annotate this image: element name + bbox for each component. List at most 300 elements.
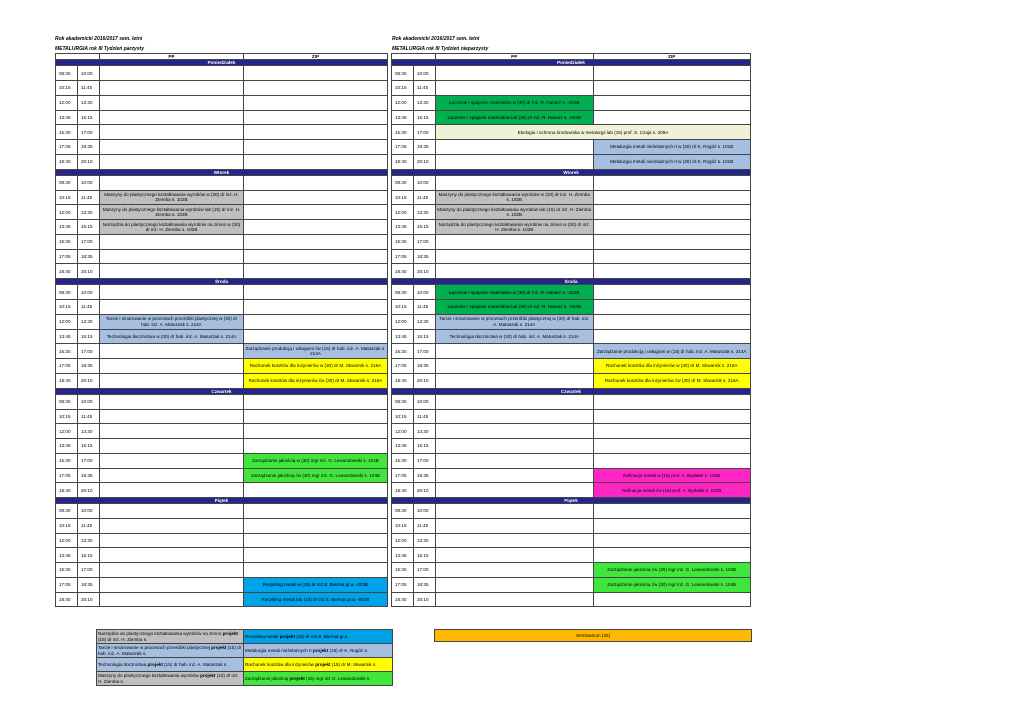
time-slot-row bbox=[392, 409, 751, 424]
time-slot-row bbox=[56, 439, 388, 454]
slot-end-time: 20:10 bbox=[414, 264, 436, 279]
zip-class-cell bbox=[593, 548, 751, 563]
time-slot-row bbox=[392, 373, 751, 388]
legend-entry-type: projekt bbox=[147, 661, 163, 667]
zip-class-cell bbox=[244, 264, 388, 279]
time-slot-row bbox=[56, 533, 388, 548]
slot-start-time: 08:30 bbox=[392, 394, 414, 409]
zip-class-cell bbox=[244, 205, 388, 220]
pp-class-cell bbox=[100, 409, 244, 424]
legend-entry bbox=[97, 644, 244, 658]
legend-entry bbox=[97, 672, 244, 686]
seminar-box: Seminarium (30) bbox=[434, 629, 752, 642]
slot-end-time: 17:00 bbox=[414, 344, 436, 359]
pp-class-cell bbox=[436, 234, 594, 249]
slot-end-time: 15:15 bbox=[78, 548, 100, 563]
day-name: Środa bbox=[392, 279, 751, 285]
time-slot-row bbox=[56, 66, 388, 81]
time-slot-row bbox=[392, 66, 751, 81]
slot-start-time: 18:40 bbox=[56, 264, 78, 279]
pp-class-cell bbox=[436, 453, 594, 468]
time-slot-row bbox=[392, 264, 751, 279]
slot-start-time: 10:15 bbox=[392, 518, 414, 533]
zip-class-cell bbox=[593, 518, 751, 533]
pp-class-cell bbox=[100, 394, 244, 409]
time-slot-row bbox=[392, 329, 751, 344]
pp-class-cell bbox=[100, 81, 244, 96]
pp-class-cell: Narzędzia do plastycznego kształtowania wyrobów na zimno w (30) dr inż. H. Ziemba s. 102B bbox=[436, 220, 594, 235]
pp-class-cell bbox=[100, 140, 244, 155]
time-slot-row bbox=[392, 140, 751, 155]
zip-class-cell: Recykling metali lab (15) dr inż.S. Biernat gr.a. -003B bbox=[244, 592, 388, 607]
pp-class-cell bbox=[100, 344, 244, 359]
zip-class-cell bbox=[593, 453, 751, 468]
zip-class-cell bbox=[244, 563, 388, 578]
zip-class-cell bbox=[593, 314, 751, 329]
legend-entry-type: projekt bbox=[315, 661, 331, 667]
slot-start-time: 17:05 bbox=[56, 140, 78, 155]
zip-class-cell bbox=[244, 439, 388, 454]
legend-entry-text: Tarcie i smarowanie w procesach przeróbki plastycznej bbox=[98, 645, 212, 651]
time-slot-row bbox=[392, 504, 751, 519]
time-slot-row bbox=[56, 95, 388, 110]
time-slot-row bbox=[56, 234, 388, 249]
left-subtitle: METALURGIA rok III Tydzień parzysty bbox=[55, 46, 144, 52]
zip-class-cell bbox=[593, 285, 751, 300]
time-slot-row bbox=[56, 314, 388, 329]
pp-class-cell bbox=[100, 300, 244, 315]
slot-end-time: 18:35 bbox=[78, 249, 100, 264]
pp-class-cell bbox=[100, 424, 244, 439]
day-name: Poniedziałek bbox=[56, 60, 388, 66]
slot-end-time: 20:10 bbox=[78, 264, 100, 279]
time-slot-row bbox=[392, 110, 751, 125]
time-slot-row bbox=[392, 592, 751, 607]
slot-end-time: 18:35 bbox=[78, 468, 100, 483]
pp-class-cell bbox=[436, 409, 594, 424]
pp-class-cell bbox=[100, 563, 244, 578]
slot-end-time: 15:15 bbox=[414, 329, 436, 344]
zip-class-cell: Metalurgia metali nieżelaznych II w (30) dr K. Rogóż s. 101B bbox=[593, 140, 751, 155]
legend-entry-text: Rachunek kosztów dla inżynierów bbox=[245, 661, 316, 667]
zip-class-cell bbox=[244, 249, 388, 264]
slot-start-time: 13:45 bbox=[56, 110, 78, 125]
slot-end-time: 11:45 bbox=[414, 409, 436, 424]
slot-start-time: 15:30 bbox=[392, 125, 414, 140]
slot-end-time: 10:00 bbox=[78, 394, 100, 409]
pp-class-cell bbox=[436, 81, 594, 96]
time-slot-row bbox=[56, 409, 388, 424]
time-slot-row bbox=[392, 394, 751, 409]
slot-start-time: 15:30 bbox=[56, 125, 78, 140]
zip-class-cell bbox=[244, 504, 388, 519]
slot-start-time: 18:40 bbox=[56, 373, 78, 388]
time-slot-row bbox=[392, 175, 751, 190]
zip-class-cell: Rachunek kosztów dla inżynierów ćw (30) dr M. Skwarnik s. 216A bbox=[593, 373, 751, 388]
legend-entry-text: Recykling metali bbox=[245, 633, 280, 639]
slot-end-time: 18:35 bbox=[78, 577, 100, 592]
slot-end-time: 17:00 bbox=[78, 234, 100, 249]
pp-class-cell bbox=[100, 125, 244, 140]
pp-class-cell bbox=[436, 394, 594, 409]
zip-class-cell bbox=[593, 264, 751, 279]
zip-class-cell bbox=[244, 300, 388, 315]
slot-end-time: 13:30 bbox=[78, 424, 100, 439]
slot-start-time: 13:45 bbox=[56, 439, 78, 454]
slot-start-time: 12:00 bbox=[56, 95, 78, 110]
slot-start-time: 15:30 bbox=[392, 234, 414, 249]
time-slot-row bbox=[56, 329, 388, 344]
pp-class-cell bbox=[100, 592, 244, 607]
slot-start-time: 13:45 bbox=[56, 220, 78, 235]
slot-end-time: 20:10 bbox=[78, 483, 100, 498]
zip-class-cell bbox=[593, 110, 751, 125]
pp-class-cell bbox=[100, 264, 244, 279]
zip-class-cell bbox=[593, 234, 751, 249]
zip-class-cell bbox=[593, 439, 751, 454]
legend-entry-type: projekt bbox=[312, 647, 329, 653]
legend-entry bbox=[244, 658, 393, 672]
legend-entry-details: (15) dr K. Rogóż s. bbox=[328, 647, 369, 653]
slot-start-time: 17:05 bbox=[392, 359, 414, 374]
legend-entry-text: Maszyny do plastycznego kształtowania wyrobów bbox=[98, 673, 201, 679]
pp-class-cell bbox=[436, 533, 594, 548]
slot-end-time: 18:35 bbox=[414, 140, 436, 155]
legend-entry-type: projekt bbox=[222, 631, 238, 637]
zip-class-cell: Metalurgia metali nieżelaznych II w (30) dr K. Rogóż s. 101B bbox=[593, 154, 751, 169]
slot-end-time: 10:00 bbox=[78, 285, 100, 300]
slot-start-time: 15:30 bbox=[392, 563, 414, 578]
zip-class-cell bbox=[593, 95, 751, 110]
pp-class-cell bbox=[436, 66, 594, 81]
slot-end-time: 20:10 bbox=[78, 592, 100, 607]
pp-class-cell bbox=[100, 110, 244, 125]
time-slot-row bbox=[56, 394, 388, 409]
legend-entry-details: (15) dr hab. inż. A. Matuszak s. bbox=[162, 661, 228, 667]
time-slot-row bbox=[392, 563, 751, 578]
zip-class-cell bbox=[244, 190, 388, 205]
slot-end-time: 10:00 bbox=[78, 504, 100, 519]
zip-column-header: ZIP bbox=[593, 54, 751, 60]
zip-column-header: ZIP bbox=[244, 54, 388, 60]
zip-class-cell: Zarządzanie produkcją i usługami w (15) dr hab. inż. A. Matuszak s. 214A bbox=[593, 344, 751, 359]
left-schedule-table bbox=[55, 53, 388, 607]
slot-start-time: 15:30 bbox=[56, 234, 78, 249]
slot-end-time: 10:00 bbox=[414, 66, 436, 81]
pp-class-cell bbox=[436, 518, 594, 533]
time-slot-row bbox=[56, 300, 388, 315]
slot-end-time: 10:00 bbox=[414, 175, 436, 190]
slot-end-time: 15:15 bbox=[78, 220, 100, 235]
slot-end-time: 17:00 bbox=[414, 563, 436, 578]
pp-class-cell bbox=[100, 285, 244, 300]
slot-end-time: 11:45 bbox=[78, 300, 100, 315]
slot-start-time: 12:00 bbox=[56, 424, 78, 439]
slot-start-time: 08:30 bbox=[56, 504, 78, 519]
time-slot-row bbox=[392, 439, 751, 454]
time-slot-row bbox=[392, 533, 751, 548]
slot-end-time: 15:15 bbox=[414, 439, 436, 454]
time-slot-row bbox=[392, 577, 751, 592]
zip-class-cell: Zarządzanie jakością ćw (30) mgr inż. G. Lewandowski s. 104B bbox=[244, 468, 388, 483]
day-name: Wtorek bbox=[392, 169, 751, 175]
slot-end-time: 20:10 bbox=[414, 373, 436, 388]
slot-end-time: 15:15 bbox=[414, 220, 436, 235]
legend-entry-text: Technologia tłocznictwa bbox=[98, 661, 148, 667]
pp-class-cell bbox=[100, 359, 244, 374]
slot-end-time: 15:15 bbox=[414, 548, 436, 563]
slot-end-time: 20:10 bbox=[78, 373, 100, 388]
time-slot-row bbox=[56, 125, 388, 140]
slot-start-time: 10:15 bbox=[56, 300, 78, 315]
time-slot-row bbox=[56, 424, 388, 439]
legend-entry bbox=[97, 630, 244, 644]
slot-start-time: 10:15 bbox=[56, 81, 78, 96]
slot-end-time: 11:45 bbox=[78, 518, 100, 533]
zip-class-cell: Rachunek kosztów dla inżynierów w (30) dr M. Skwarnik s. 216A bbox=[593, 359, 751, 374]
slot-end-time: 17:00 bbox=[78, 125, 100, 140]
legend-entry bbox=[244, 644, 393, 658]
time-slot-row bbox=[392, 468, 751, 483]
pp-class-cell bbox=[436, 264, 594, 279]
time-slot-row bbox=[392, 154, 751, 169]
time-slot-row bbox=[392, 453, 751, 468]
zip-class-cell bbox=[593, 329, 751, 344]
time-slot-row bbox=[392, 81, 751, 96]
time-slot-row bbox=[56, 285, 388, 300]
zip-class-cell bbox=[593, 409, 751, 424]
pp-class-cell bbox=[100, 175, 244, 190]
slot-start-time: 13:45 bbox=[392, 329, 414, 344]
pp-class-cell: Narzędzia do plastycznego kształtowania wyrobów na zimno w (30) dr inż. H. Ziemba s. 102B bbox=[100, 220, 244, 235]
pp-class-cell: Łączenie i spajanie materiałów w (30) dr inż. R. Hanarz s. -003B bbox=[436, 95, 594, 110]
class-cell-merged: Ekologia i ochrona środowiska w metalurgii lab (15) prof. S. Czaja s. 209A bbox=[436, 125, 751, 140]
slot-start-time: 15:30 bbox=[56, 344, 78, 359]
legend-entry-details: (15) dr inż. H. Ziemba s. bbox=[98, 636, 148, 642]
zip-class-cell bbox=[244, 314, 388, 329]
legend-entry-details: (15) mgr inż G. Lewandowski s. bbox=[304, 675, 371, 681]
zip-class-cell bbox=[593, 592, 751, 607]
time-slot-row bbox=[56, 359, 388, 374]
zip-class-cell bbox=[593, 220, 751, 235]
slot-start-time: 17:05 bbox=[392, 577, 414, 592]
legend-entry-type: projekt bbox=[211, 645, 227, 651]
time-slot-row bbox=[56, 81, 388, 96]
time-slot-row bbox=[392, 518, 751, 533]
zip-class-cell bbox=[244, 483, 388, 498]
zip-class-cell bbox=[244, 110, 388, 125]
time-slot-row bbox=[392, 190, 751, 205]
slot-end-time: 11:45 bbox=[414, 518, 436, 533]
time-slot-row bbox=[56, 563, 388, 578]
slot-start-time: 08:30 bbox=[56, 175, 78, 190]
slot-start-time: 12:00 bbox=[392, 205, 414, 220]
zip-class-cell bbox=[244, 533, 388, 548]
pp-class-cell bbox=[100, 548, 244, 563]
pp-class-cell bbox=[100, 95, 244, 110]
zip-class-cell bbox=[244, 175, 388, 190]
right-title: Rok akademicki 2016/2017 sem. letni bbox=[392, 36, 480, 42]
pp-class-cell bbox=[100, 468, 244, 483]
slot-start-time: 18:40 bbox=[392, 592, 414, 607]
slot-start-time: 15:30 bbox=[392, 344, 414, 359]
zip-class-cell bbox=[593, 504, 751, 519]
slot-start-time: 17:05 bbox=[392, 140, 414, 155]
pp-class-cell: Technologia tłocznictwa w (30) dr hab. inż. A. Matuszak s. 214A bbox=[100, 329, 244, 344]
slot-end-time: 13:30 bbox=[414, 205, 436, 220]
zip-class-cell bbox=[244, 81, 388, 96]
pp-class-cell bbox=[436, 563, 594, 578]
zip-class-cell bbox=[593, 205, 751, 220]
pp-class-cell bbox=[100, 66, 244, 81]
pp-class-cell: Łączenie i spajanie materiałów lab (30) dr inż. R. Hanarz s. -003B bbox=[436, 300, 594, 315]
pp-class-cell bbox=[436, 548, 594, 563]
time-slot-row bbox=[56, 592, 388, 607]
zip-class-cell bbox=[593, 66, 751, 81]
legend-entry-text: Zarządzanie jakością bbox=[245, 675, 290, 681]
slot-start-time: 18:40 bbox=[392, 373, 414, 388]
pp-class-cell: Tarcie i smarowanie w procesach przeróbki plastycznej w (30) dr hab. inż. A. Matuszak s. 214A bbox=[436, 314, 594, 329]
zip-class-cell bbox=[244, 548, 388, 563]
time-slot-row bbox=[392, 344, 751, 359]
slot-start-time: 17:05 bbox=[56, 468, 78, 483]
legend-entry bbox=[244, 630, 393, 644]
day-name: Czwartek bbox=[56, 388, 388, 394]
slot-start-time: 10:15 bbox=[392, 300, 414, 315]
zip-class-cell bbox=[244, 394, 388, 409]
time-slot-row bbox=[56, 468, 388, 483]
zip-class-cell: Rachunek kosztów dla inżynierów ćw (30) dr M. Skwarnik s. 216A bbox=[244, 373, 388, 388]
day-name: Piątek bbox=[392, 498, 751, 504]
pp-class-cell: Łączenie i spajanie materiałów lab (30) dr inż. R. Hanarz s. -003B bbox=[436, 110, 594, 125]
zip-class-cell: Zarządzanie jakością ćw (30) mgr inż. G. Lewandowski s. 104B bbox=[593, 563, 751, 578]
pp-class-cell: Technologia tłocznictwa w (30) dr hab. inż. A. Matuszak s. 214A bbox=[436, 329, 594, 344]
legend-entry-details: (15) dr inż. H. Ziemba s. bbox=[98, 673, 239, 684]
time-slot-row bbox=[56, 110, 388, 125]
time-slot-row bbox=[56, 175, 388, 190]
time-slot-row bbox=[56, 548, 388, 563]
time-slot-row bbox=[56, 344, 388, 359]
slot-end-time: 11:45 bbox=[78, 81, 100, 96]
slot-start-time: 13:45 bbox=[392, 548, 414, 563]
slot-start-time: 10:15 bbox=[392, 81, 414, 96]
slot-start-time: 17:05 bbox=[392, 249, 414, 264]
slot-start-time: 08:30 bbox=[56, 66, 78, 81]
zip-class-cell bbox=[244, 220, 388, 235]
slot-end-time: 18:35 bbox=[414, 359, 436, 374]
time-slot-row bbox=[392, 205, 751, 220]
pp-class-cell bbox=[436, 175, 594, 190]
slot-start-time: 18:40 bbox=[56, 154, 78, 169]
pp-class-cell: Łączenie i spajanie materiałów w (30) dr inż. R. Hanarz s. -003B bbox=[436, 285, 594, 300]
slot-start-time: 18:40 bbox=[392, 264, 414, 279]
slot-start-time: 10:15 bbox=[56, 190, 78, 205]
slot-start-time: 18:40 bbox=[392, 154, 414, 169]
slot-end-time: 13:30 bbox=[414, 314, 436, 329]
slot-end-time: 11:45 bbox=[414, 81, 436, 96]
slot-end-time: 15:15 bbox=[78, 439, 100, 454]
time-slot-row bbox=[392, 95, 751, 110]
zip-class-cell bbox=[593, 175, 751, 190]
time-slot-row bbox=[56, 483, 388, 498]
slot-start-time: 08:30 bbox=[392, 66, 414, 81]
slot-end-time: 13:30 bbox=[414, 95, 436, 110]
time-slot-row bbox=[56, 577, 388, 592]
slot-end-time: 18:35 bbox=[78, 140, 100, 155]
right-subtitle: METALURGIA rok III Tydzień nieparzysty bbox=[392, 46, 489, 52]
zip-class-cell: Rachunek kosztów dla inżynierów w (30) dr M. Skwarnik s. 216A bbox=[244, 359, 388, 374]
zip-class-cell bbox=[244, 234, 388, 249]
time-slot-row bbox=[392, 234, 751, 249]
pp-class-cell bbox=[100, 577, 244, 592]
legend-row bbox=[97, 672, 393, 686]
time-slot-row bbox=[392, 249, 751, 264]
slot-start-time: 08:30 bbox=[56, 394, 78, 409]
zip-class-cell bbox=[593, 394, 751, 409]
slot-start-time: 17:05 bbox=[392, 468, 414, 483]
right-schedule-table bbox=[391, 53, 751, 607]
legend-entry-details: (15) dr M. Skwarnik s. bbox=[330, 661, 377, 667]
slot-end-time: 20:10 bbox=[414, 483, 436, 498]
slot-start-time: 17:05 bbox=[56, 577, 78, 592]
pp-class-cell: Maszyny do plastycznego kształtowania wyrobów lab (15) dr inż. H. Ziemba s. 102B bbox=[100, 205, 244, 220]
slot-start-time: 10:15 bbox=[56, 409, 78, 424]
slot-start-time: 08:30 bbox=[392, 504, 414, 519]
slot-end-time: 17:00 bbox=[414, 125, 436, 140]
slot-start-time: 13:45 bbox=[392, 110, 414, 125]
pp-class-cell bbox=[436, 344, 594, 359]
zip-class-cell bbox=[593, 190, 751, 205]
time-slot-row bbox=[56, 504, 388, 519]
slot-end-time: 10:00 bbox=[414, 285, 436, 300]
slot-start-time: 17:05 bbox=[56, 249, 78, 264]
time-slot-row bbox=[56, 220, 388, 235]
slot-start-time: 15:30 bbox=[56, 563, 78, 578]
slot-start-time: 08:30 bbox=[56, 285, 78, 300]
legend-row bbox=[97, 644, 393, 658]
pp-class-cell: Maszyny do plastycznego kształtowania wyrobów w (30) dr inż. H. Ziemba s. 102B bbox=[100, 190, 244, 205]
time-slot-row bbox=[392, 359, 751, 374]
pp-class-cell bbox=[100, 373, 244, 388]
slot-end-time: 18:35 bbox=[414, 468, 436, 483]
slot-start-time: 18:40 bbox=[56, 592, 78, 607]
slot-start-time: 08:30 bbox=[392, 175, 414, 190]
time-slot-row bbox=[392, 300, 751, 315]
zip-class-cell bbox=[244, 285, 388, 300]
slot-end-time: 20:10 bbox=[78, 154, 100, 169]
slot-end-time: 17:00 bbox=[414, 453, 436, 468]
slot-end-time: 13:30 bbox=[78, 314, 100, 329]
legend-entry-details: (15) dr hab. inż. A. Matuszak s. bbox=[98, 645, 242, 656]
slot-end-time: 13:30 bbox=[414, 424, 436, 439]
pp-class-cell bbox=[436, 504, 594, 519]
pp-class-cell bbox=[436, 359, 594, 374]
zip-class-cell: Zarządzanie jakością ćw (30) mgr inż. G. Lewandowski s. 104B bbox=[593, 577, 751, 592]
slot-end-time: 13:30 bbox=[78, 533, 100, 548]
zip-class-cell bbox=[244, 329, 388, 344]
time-slot-row bbox=[56, 190, 388, 205]
time-slot-row bbox=[56, 373, 388, 388]
time-slot-row bbox=[392, 424, 751, 439]
zip-class-cell bbox=[244, 409, 388, 424]
pp-class-cell bbox=[100, 533, 244, 548]
zip-class-cell: Rafinacja metali ćw (15) prof. A. Bydałek s. 102B bbox=[593, 483, 751, 498]
legend-row bbox=[97, 630, 393, 644]
pp-class-cell bbox=[436, 592, 594, 607]
legend-entry bbox=[97, 658, 244, 672]
zip-class-cell: Zarządzanie jakością w (30) mgr inż. G. Lewandowski s. 104B bbox=[244, 453, 388, 468]
slot-end-time: 17:00 bbox=[78, 344, 100, 359]
